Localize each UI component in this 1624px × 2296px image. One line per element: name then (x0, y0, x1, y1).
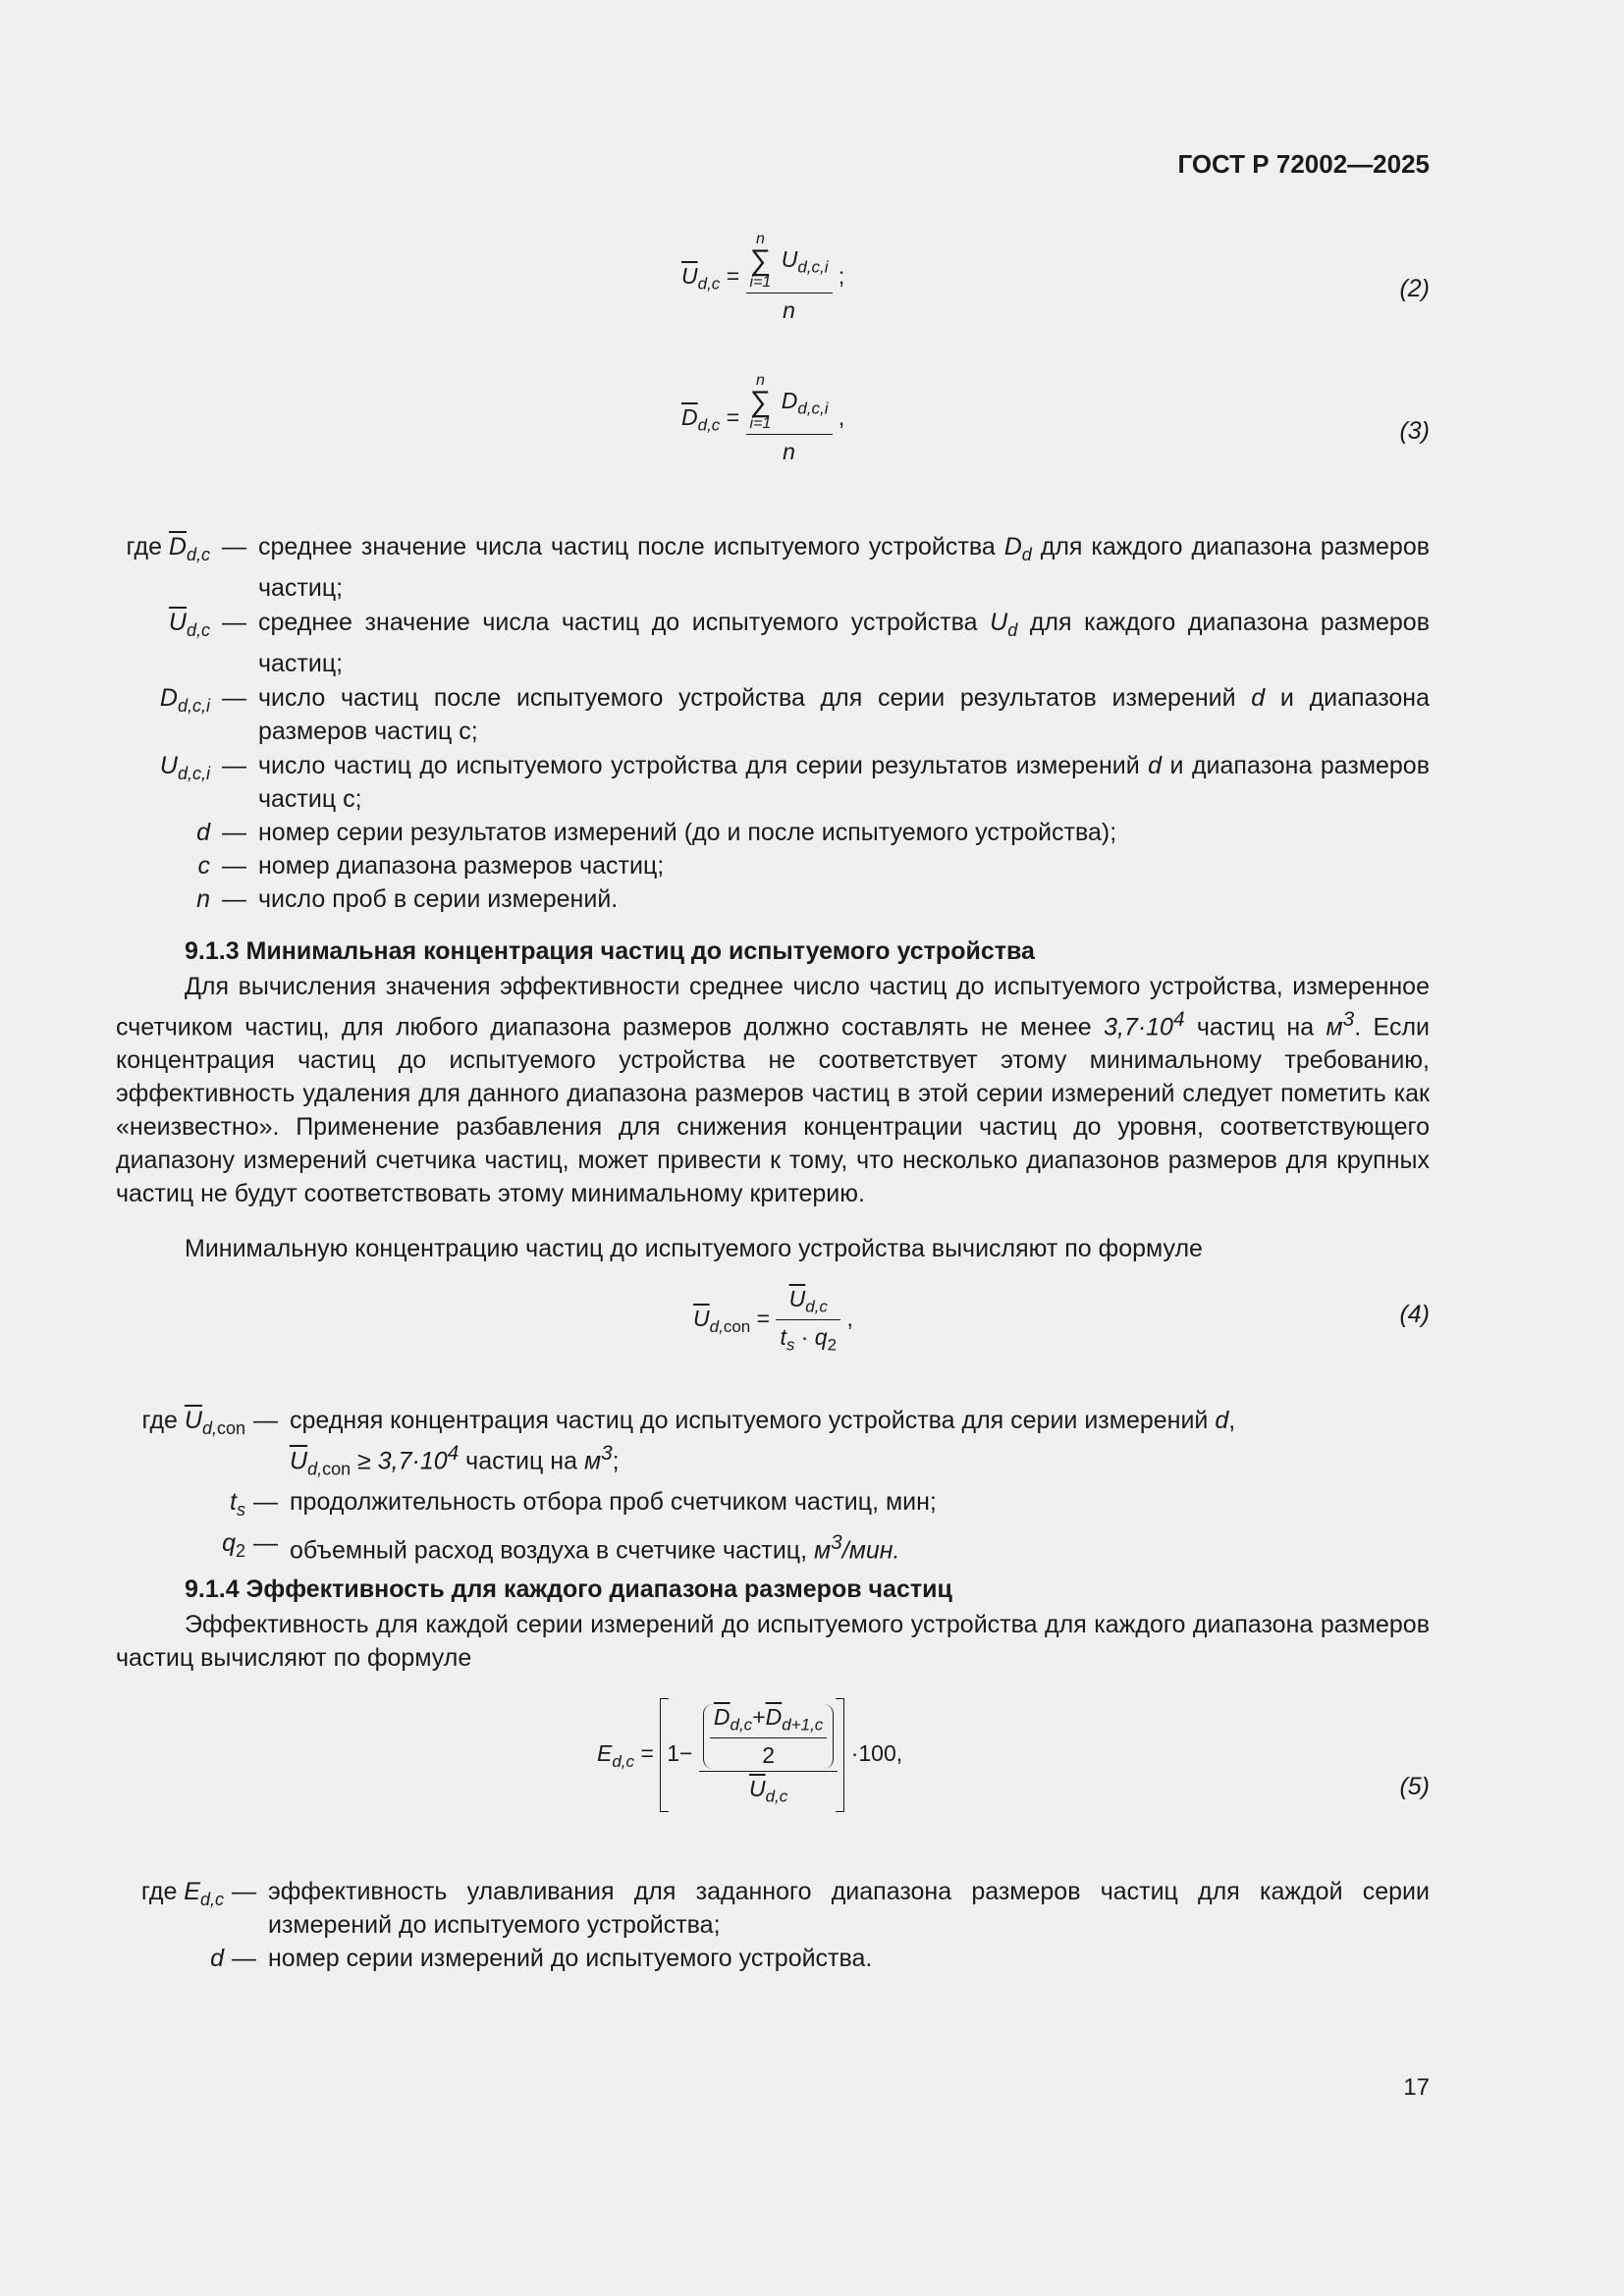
definition-row: $U_{d,c,i}$ — число частиц до испытуемого устройства для серии результатов измерений d и диапазона размеров частиц с; (159, 752, 1430, 813)
definition-row: $\overline{U}_{d,c}$ — среднее значение числа частиц до испытуемого устройства $U_d$ для каждого диапазона размеров частиц; (168, 609, 1430, 677)
equation-5-number: (5) (1399, 1773, 1430, 1800)
definitions-list-2 (116, 1404, 1430, 1568)
definition-row: $D_{d,c,i}$ — число частиц после испытуемого устройства для серии результатов измерений d и диапазона размеров частиц с; (159, 684, 1430, 745)
definition-row: d — номер серии результатов измерений (до и после испытуемого устройства); (196, 819, 1117, 846)
eq4-fraction: $\frac{\overline{U}_{d,c}}{t_s \cdot q_2}$ (776, 1286, 840, 1355)
definition-row: где $\overline{D}_{d,c}$ — среднее значение числа частиц после испытуемого устройства $D_d$ для каждого диапазона размеров частиц; (126, 533, 1431, 602)
definition-row: $q_2$ — объемный расход воздуха в счетчике частиц, $м^3$/мин. (222, 1529, 900, 1565)
definition-row: где $\overline{U}_{d,con}$ — средняя концентрация частиц до испытуемого устройства для серии измерений d, $\overline{U}_{d,con} \ge 3,7\cdot 10^4$ частиц на $м^3$; (141, 1407, 1236, 1479)
definition-row: где $E_{d,c}$ — эффективность улавливания для заданного диапазона размеров частиц для каждой серии измерений до испытуемого устройства; (140, 1878, 1430, 1939)
section-9-1-3-paragraph-2: Минимальную концентрацию частиц до испытуемого устройства вычисляют по формуле (185, 1235, 1203, 1262)
equation-3: $\overline{D}_{d,c}$ = n ∑ i=1 $D_{d,c,i}$ n , (681, 372, 845, 464)
eq5-outer-fraction: $\frac{\frac{\overline{D}_{d,c}+\overline{D}_{d+1,c}}{2}}{\overline{U}_{d,c}}$ (699, 1704, 838, 1806)
definitions-list-1 (116, 530, 1430, 916)
definition-row: d — номер серии измерений до испытуемого устройства. (210, 1945, 873, 1972)
equation-2: $\overline{U}_{d,c}$ = n ∑ i=1 $U_{d,c,i}$ n ; (681, 231, 845, 323)
eq2-fraction: n ∑ i=1 $U_{d,c,i}$ n (746, 232, 833, 324)
eq2-lhs: $\overline{U}$ (681, 263, 698, 290)
page-number: 17 (1403, 2074, 1430, 2101)
section-9-1-4-heading: 9.1.4 Эффективность для каждого диапазона размеров частиц (185, 1575, 952, 1603)
equation-4: $\overline{U}_{d,con}$ = $\frac{\overline{U}_{d,c}}{t_s \cdot q_2}$ , (693, 1286, 853, 1355)
document-header: ГОСТ Р 72002—2025 (1177, 149, 1430, 179)
equation-5: $E_{d,c} = 1-$ $\frac{\frac{\overline{D}_{d,c}+\overline{D}_{d+1,c}}{2}}{\overline{U}_{d,c}}$ ·100, (597, 1698, 902, 1812)
eq5-bracket: 1− $\frac{\frac{\overline{D}_{d,c}+\overline{D}_{d+1,c}}{2}}{\overline{U}_{d,c}}$ (660, 1698, 844, 1812)
section-9-1-3-heading: 9.1.3 Минимальная концентрация частиц до испытуемого устройства (185, 937, 1035, 965)
definition-row: n — число проб в серии измерений. (196, 885, 619, 913)
section-9-1-3-paragraph: Для вычисления значения эффективности среднее число частиц до испытуемого устройства, измеренное счетчиком частиц, для любого диапазона размеров должно составлять не менее $3,7\cdot 10^4$ частиц на $м^3$. Если концентрация частиц до испытуемого устройства не соответствует этому минимальному требованию, эффективность удаления для данного диапазона размеров частиц в этой серии измерений следует пометить как «неизвестно». Применение разбавления для снижения концентрации частиц до уровня, соответствующего диапазону измерений счетчика частиц, может привести к тому, что несколько диапазонов размеров для крупных частиц не будут соответствовать этому минимальному критерию. (116, 973, 1431, 1208)
eq3-lhs: $\overline{D}$ (681, 404, 698, 431)
eq3-fraction: n ∑ i=1 $D_{d,c,i}$ n (746, 373, 833, 465)
equation-4-number: (4) (1399, 1301, 1430, 1328)
definition-row: c — номер диапазона размеров частиц; (197, 852, 665, 880)
definition-row: $t_s$ — продолжительность отбора проб счетчиком частиц, мин; (230, 1488, 937, 1521)
definitions-list-3 (116, 1875, 1430, 1975)
equation-2-number: (2) (1399, 275, 1430, 302)
equation-3-number: (3) (1399, 417, 1430, 445)
section-9-1-4-paragraph: Эффективность для каждой серии измерений до испытуемого устройства для каждого диапазона размеров частиц вычисляют по формуле (116, 1611, 1430, 1672)
